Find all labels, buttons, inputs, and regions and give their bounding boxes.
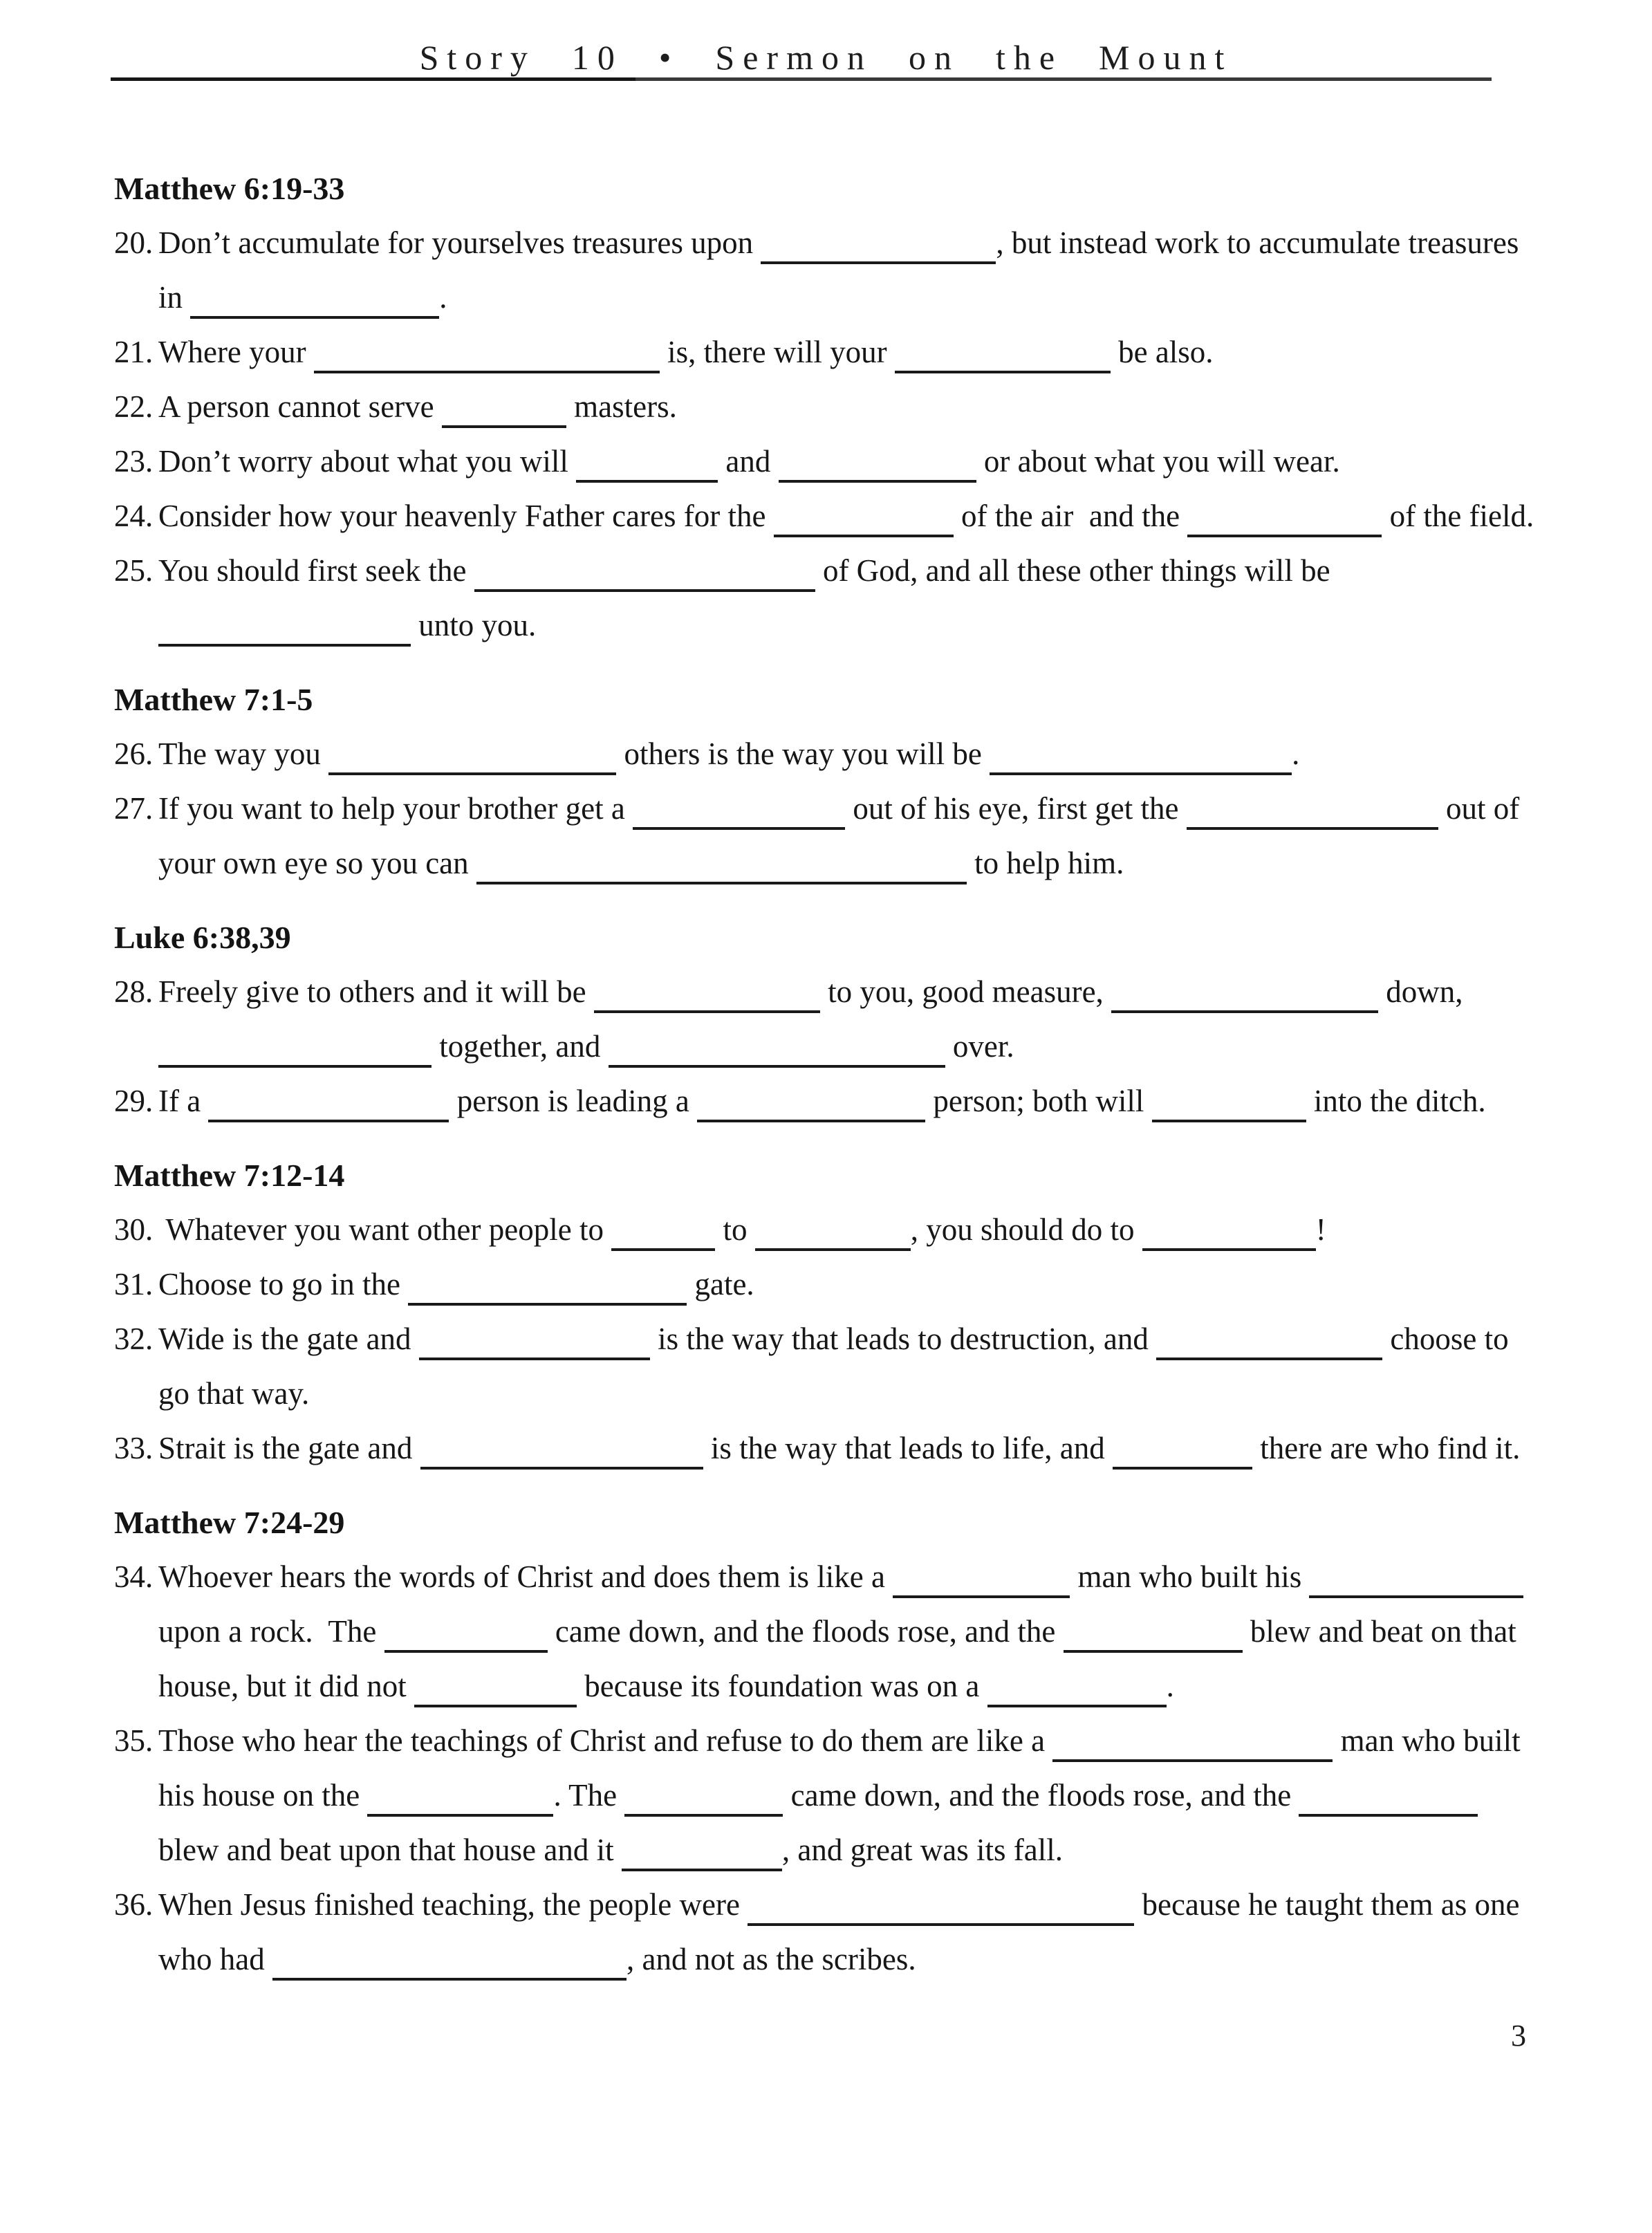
question-number: 20.	[114, 225, 154, 260]
question-text: person; both will	[925, 1084, 1152, 1118]
question-line	[158, 544, 1528, 598]
section-heading: Luke 6:38,39	[114, 920, 291, 955]
question-text: Those who hear the teachings of Christ and refuse to do them are like a	[158, 1723, 1053, 1758]
header-rule	[111, 77, 1492, 81]
question-number: 28.	[114, 974, 154, 1009]
section	[114, 1148, 1528, 1476]
question-item	[114, 965, 1528, 1074]
answer-blank	[609, 1030, 945, 1068]
question-line	[158, 1421, 1528, 1476]
answer-blank	[414, 1670, 577, 1707]
answer-blank	[1187, 500, 1382, 537]
question-number: 30.	[114, 1212, 154, 1247]
question-line	[158, 216, 1528, 270]
question-line	[158, 1366, 1528, 1421]
question-line	[158, 1659, 1528, 1714]
answer-blank	[576, 445, 718, 483]
question-text: in	[158, 280, 191, 315]
answer-blank	[1156, 1323, 1382, 1360]
answer-blank	[367, 1779, 553, 1817]
answer-blank	[476, 847, 967, 884]
question-line	[158, 1768, 1528, 1823]
question-item	[114, 1550, 1528, 1714]
answer-blank	[1113, 1432, 1252, 1470]
question-text: or about what you will wear.	[976, 444, 1340, 479]
question-line	[158, 1257, 1528, 1312]
section-heading: Matthew 6:19-33	[114, 171, 345, 206]
question-text: because its foundation was on a	[577, 1669, 987, 1703]
question-text: Choose to go in the	[158, 1267, 409, 1301]
question-text: .	[439, 280, 447, 315]
question-item	[114, 216, 1528, 325]
answer-blank	[774, 500, 954, 537]
page-header	[0, 0, 1652, 81]
question-text: to you, good measure,	[819, 974, 1112, 1009]
question-text: and	[718, 444, 779, 479]
question-text: choose to	[1382, 1322, 1509, 1356]
worksheet-body	[0, 161, 1652, 1987]
question-line	[158, 270, 1528, 325]
question-text: to help him.	[966, 846, 1124, 880]
question-text: house, but it did not	[158, 1669, 414, 1703]
answer-blank	[190, 281, 439, 319]
question-line	[158, 489, 1534, 544]
question-text: upon a rock. The	[158, 1614, 384, 1649]
question-number: 23.	[114, 444, 154, 479]
question-line	[158, 781, 1528, 836]
question-text: person is leading a	[449, 1084, 698, 1118]
question-text: blew and beat upon that house and it	[158, 1833, 622, 1867]
question-text: go that way.	[158, 1376, 310, 1411]
section	[114, 910, 1528, 1129]
question-line	[158, 325, 1528, 380]
question-text: Don’t worry about what you will	[158, 444, 577, 479]
answer-blank	[408, 1268, 687, 1306]
answer-blank	[990, 738, 1292, 775]
question-text: is the way that leads to destruction, and	[649, 1322, 1157, 1356]
question-text: is, there will your	[659, 335, 895, 369]
question-text: others is the way you will be	[616, 736, 990, 771]
question-text: who had	[158, 1942, 272, 1976]
page-number: 3	[1511, 2019, 1526, 2053]
question-text: down,	[1378, 974, 1463, 1009]
answer-blank	[158, 609, 411, 647]
question-line	[158, 1604, 1528, 1659]
question-item	[114, 1714, 1528, 1878]
answer-blank	[1152, 1085, 1306, 1122]
section-heading: Matthew 7:1-5	[114, 682, 313, 717]
question-text: A person cannot serve	[158, 389, 442, 424]
question-item	[114, 1203, 1528, 1257]
question-text: to	[715, 1212, 755, 1247]
answer-blank	[697, 1085, 925, 1122]
question-text: When Jesus finished teaching, the people were	[158, 1887, 748, 1922]
question-number: 25.	[114, 553, 154, 588]
question-text: unto you.	[411, 608, 537, 642]
answer-blank	[622, 1834, 782, 1871]
question-item	[114, 1074, 1528, 1129]
answer-blank	[611, 1214, 715, 1251]
answer-blank	[761, 227, 996, 264]
answer-blank	[893, 1561, 1070, 1598]
page-title: Story 10 • Sermon on the Mount	[419, 38, 1233, 77]
question-text: Freely give to others and it will be	[158, 974, 594, 1009]
question-number: 21.	[114, 335, 154, 369]
question-text: came down, and the floods rose, and the	[783, 1778, 1299, 1813]
question-text: , but instead work to accumulate treasures	[996, 225, 1519, 260]
answer-blank	[384, 1615, 548, 1653]
answer-blank	[633, 793, 845, 830]
question-line	[158, 1932, 1528, 1987]
answer-blank	[1187, 793, 1438, 830]
answer-blank	[314, 336, 660, 373]
question-text: If a	[158, 1084, 209, 1118]
question-item	[114, 1421, 1528, 1476]
question-text: blew and beat on that	[1242, 1614, 1516, 1649]
question-text: there are who find it.	[1252, 1431, 1521, 1465]
question-text: into the ditch.	[1306, 1084, 1486, 1118]
question-number: 34.	[114, 1559, 154, 1594]
question-text: Whatever you want other people to	[158, 1212, 612, 1247]
question-text: The way you	[158, 736, 329, 771]
question-line	[158, 1714, 1528, 1768]
section-heading: Matthew 7:12-14	[114, 1158, 345, 1193]
question-number: 32.	[114, 1322, 154, 1356]
question-text: gate.	[687, 1267, 754, 1301]
question-line	[158, 1878, 1528, 1932]
question-line	[158, 434, 1528, 489]
question-item	[114, 1878, 1528, 1987]
answer-blank	[748, 1889, 1134, 1926]
question-line	[158, 380, 1528, 434]
question-text: !	[1315, 1212, 1326, 1247]
question-text: , and great was its fall.	[781, 1833, 1063, 1867]
answer-blank	[895, 336, 1111, 373]
question-line	[158, 1203, 1528, 1257]
answer-blank	[474, 555, 815, 592]
answer-blank	[1142, 1214, 1316, 1251]
question-item	[114, 1257, 1528, 1312]
question-number: 35.	[114, 1723, 154, 1758]
question-text: of the air and the	[953, 499, 1188, 533]
question-text: , and not as the scribes.	[626, 1942, 916, 1976]
question-text: .	[1166, 1669, 1174, 1703]
question-text: Consider how your heavenly Father cares for the	[158, 499, 774, 533]
section	[114, 161, 1534, 653]
question-item	[114, 434, 1528, 489]
question-line	[158, 836, 1528, 891]
question-text: be also.	[1110, 335, 1214, 369]
question-number: 29.	[114, 1084, 154, 1118]
question-number: 22.	[114, 389, 154, 424]
question-number: 31.	[114, 1267, 154, 1301]
answer-blank	[442, 391, 566, 428]
question-text: out of	[1438, 791, 1520, 826]
question-number: 33.	[114, 1431, 154, 1465]
answer-blank	[1299, 1779, 1478, 1817]
question-line	[158, 1550, 1528, 1604]
answer-blank	[419, 1323, 650, 1360]
question-item	[114, 727, 1528, 781]
question-line	[158, 1312, 1528, 1366]
question-text: of God, and all these other things will be	[815, 553, 1330, 588]
answer-blank	[594, 976, 820, 1013]
section	[114, 672, 1528, 891]
question-text: came down, and the floods rose, and the	[547, 1614, 1064, 1649]
answer-blank	[624, 1779, 783, 1817]
question-text: of the field.	[1382, 499, 1534, 533]
answer-blank	[1064, 1615, 1243, 1653]
answer-blank	[1309, 1561, 1523, 1598]
question-text: is the way that leads to life, and	[703, 1431, 1113, 1465]
question-text: together, and	[431, 1029, 609, 1064]
question-line	[158, 598, 1528, 653]
question-text: . The	[553, 1778, 625, 1813]
question-line	[158, 1823, 1528, 1878]
answer-blank	[208, 1085, 449, 1122]
answer-blank	[987, 1670, 1167, 1707]
question-line	[158, 1074, 1528, 1129]
question-item	[114, 781, 1528, 891]
question-text: your own eye so you can	[158, 846, 476, 880]
section-heading: Matthew 7:24-29	[114, 1505, 345, 1540]
question-text: Don’t accumulate for yourselves treasures upon	[158, 225, 761, 260]
question-text: Whoever hears the words of Christ and does them is like a	[158, 1559, 893, 1594]
question-text: Strait is the gate and	[158, 1431, 420, 1465]
answer-blank	[420, 1432, 703, 1470]
question-number: 36.	[114, 1887, 154, 1922]
answer-blank	[779, 445, 976, 483]
question-item	[114, 1312, 1528, 1421]
answer-blank	[1052, 1725, 1333, 1762]
question-text: You should first seek the	[158, 553, 474, 588]
question-item	[114, 325, 1528, 380]
question-number: 26.	[114, 736, 154, 771]
question-text: , you should do to	[910, 1212, 1142, 1247]
question-text: over.	[945, 1029, 1014, 1064]
question-item	[114, 544, 1528, 653]
question-text: Where your	[158, 335, 314, 369]
answer-blank	[1111, 976, 1378, 1013]
question-number: 24.	[114, 499, 154, 533]
section	[114, 1495, 1528, 1987]
question-text: out of his eye, first get the	[845, 791, 1187, 826]
question-item	[114, 489, 1534, 544]
question-line	[158, 727, 1528, 781]
question-text: man who built	[1333, 1723, 1521, 1758]
question-line	[158, 965, 1528, 1019]
question-text: his house on the	[158, 1778, 368, 1813]
question-line	[158, 1019, 1528, 1074]
question-text: because he taught them as one	[1134, 1887, 1520, 1922]
answer-blank	[272, 1943, 627, 1981]
answer-blank	[158, 1030, 431, 1068]
question-item	[114, 380, 1528, 434]
question-text: man who built his	[1070, 1559, 1310, 1594]
answer-blank	[755, 1214, 911, 1251]
question-text: If you want to help your brother get a	[158, 791, 633, 826]
question-text: Wide is the gate and	[158, 1322, 419, 1356]
question-text: .	[1292, 736, 1300, 771]
answer-blank	[328, 738, 616, 775]
question-text: masters.	[566, 389, 677, 424]
question-number: 27.	[114, 791, 154, 826]
